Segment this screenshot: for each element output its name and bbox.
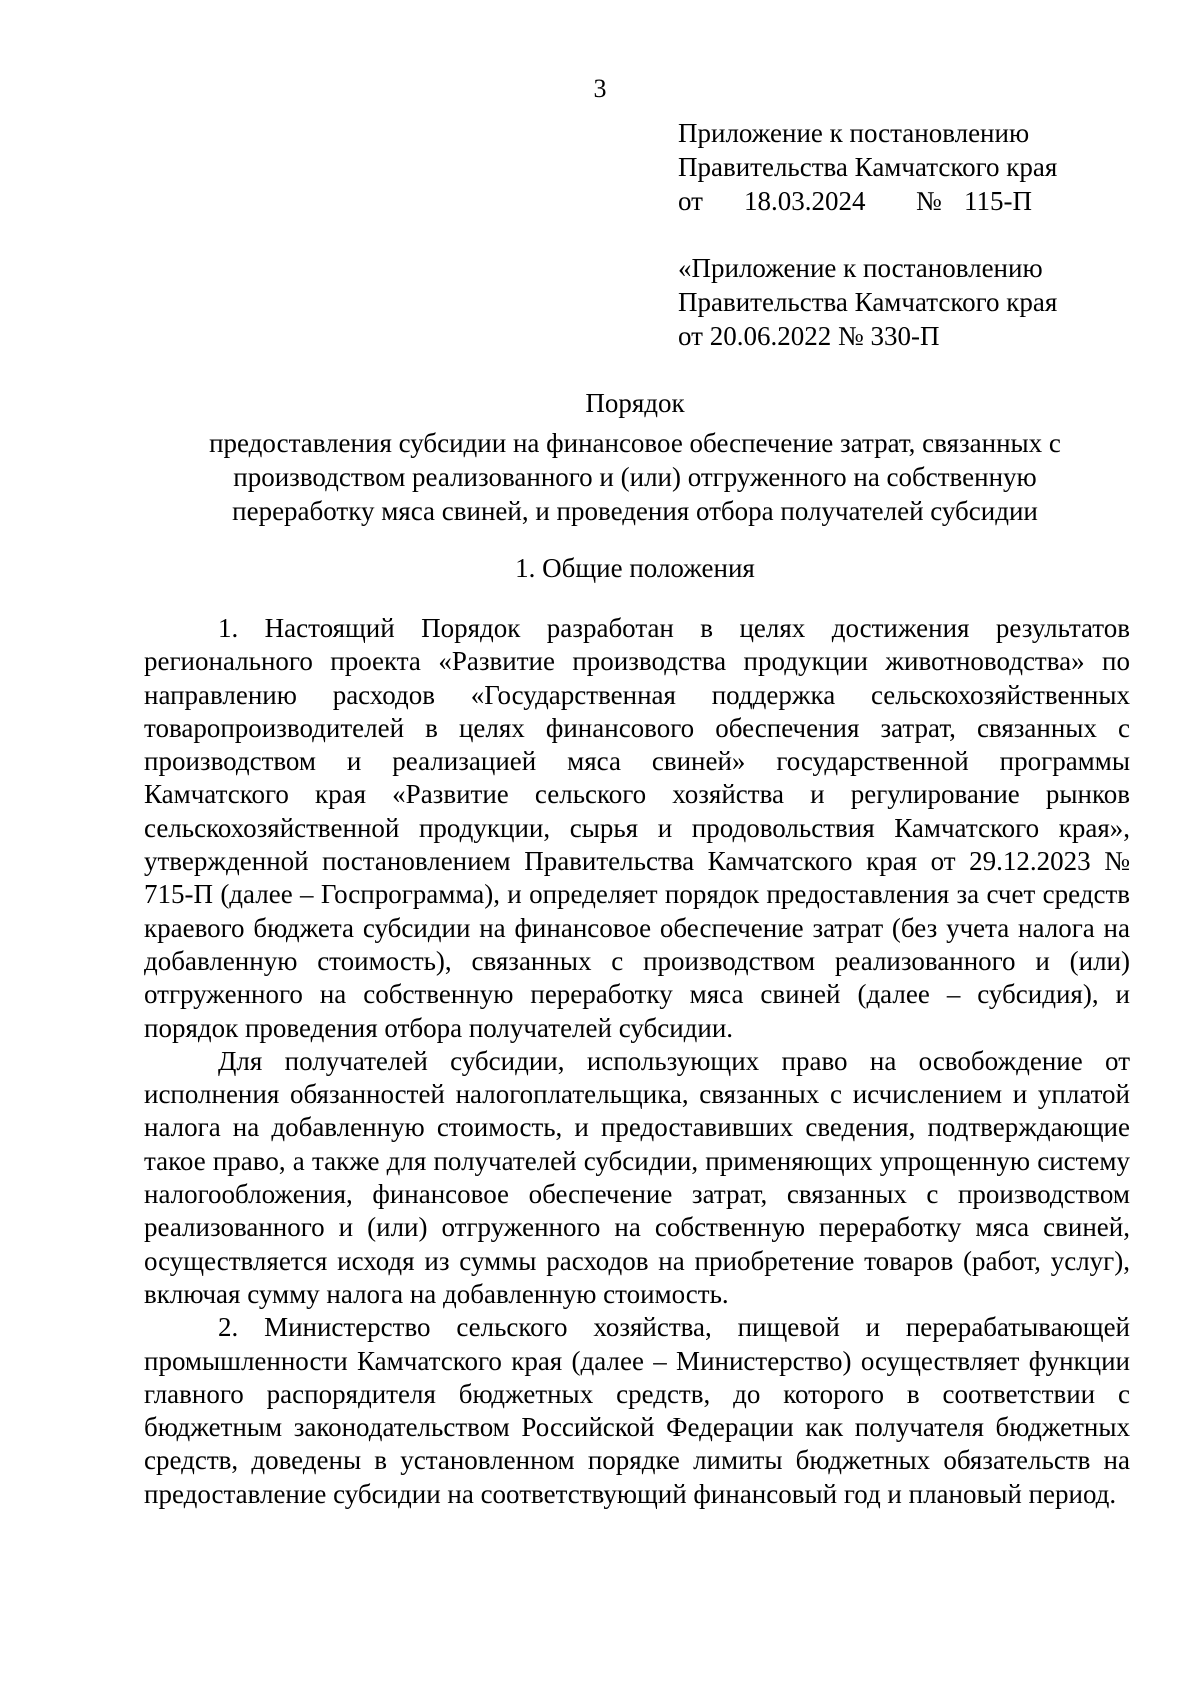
appendix-current-number: 115-П — [964, 186, 1032, 216]
appendix-original-line2: Правительства Камчатского края — [678, 287, 1058, 317]
paragraph-2: Для получателей субсидии, использующих право на освобождение от исполнения обязанностей налогоплательщика, связанных с исчислением и уплатой налога на добавленную стоимость, и предоставивших сведения, подтверждающие такое право, а также для получателей субсидии, применяющих упрощенную систему налогообложения, финансовое обеспечение затрат, связанных с производством реализованного и (или) отгруженного на собственную переработку мяса свиней, осуществляется исходя из суммы расходов на приобретение товаров (работ, услуг), включая сумму налога на добавленную стоимость. — [144, 1045, 1130, 1309]
appendix-original-line3: от 20.06.2022 № 330-П — [678, 321, 940, 351]
paragraph-1: 1. Настоящий Порядок разработан в целях достижения результатов регионального проекта «Развитие производства продукции животноводства» по направлению расходов «Государственная поддержка сельскохозяйственных товаропроизводителей в целях финансового обеспечения затрат, связанных с производством и реализацией мяса свиней» государственной программы Камчатского края «Развитие сельского хозяйства и регулирование рынков сельскохозяйственной продукции, сырья и продовольствия Камчатского края», утвержденной постановлением Правительства Камчатского края от 29.12.2023 № 715-П (далее – Госпрограмма), и определяет порядок предоставления за счет средств краевого бюджета субсидии на финансовое обеспечение затрат (без учета налога на добавленную стоимость), связанных с производством реализованного и (или) отгруженного на собственную переработку мяса свиней (далее – субсидия), и порядок проведения отбора получателей субсидии. — [144, 613, 1130, 1043]
appendix-current-line2: Правительства Камчатского края — [678, 152, 1058, 182]
appendix-current-number-sign: № — [916, 186, 942, 216]
document-title-line3: переработку мяса свиней, и проведения отбора получателей субсидии — [232, 496, 1038, 526]
document-body — [144, 612, 1130, 1511]
document-title-line2: производством реализованного и (или) отгруженного на собственную — [233, 462, 1037, 492]
appendix-header-original — [678, 251, 1057, 353]
appendix-header-current — [678, 116, 1057, 218]
appendix-current-line1: Приложение к постановлению — [678, 118, 1030, 148]
appendix-current-date: 18.03.2024 — [744, 186, 866, 216]
appendix-original-line1: «Приложение к постановлению — [678, 253, 1043, 283]
document-title-line1: предоставления субсидии на финансовое обеспечение затрат, связанных с — [209, 428, 1061, 458]
document-title — [140, 386, 1130, 528]
appendix-current-date-line — [678, 184, 1057, 218]
document-title-name: Порядок — [585, 388, 685, 418]
appendix-current-date-prefix: от — [678, 186, 703, 216]
section-heading: 1. Общие положения — [515, 553, 755, 583]
paragraph-3: 2. Министерство сельского хозяйства, пищевой и перерабатывающей промышленности Камчатского края (далее – Министерство) осуществляет функции главного распорядителя бюджетных средств, до которого в соответствии с бюджетным законодательством Российской Федерации как получателя бюджетных средств, доведены в установленном порядке лимиты бюджетных обязательств на предоставление субсидии на соответствующий финансовый год и плановый период. — [144, 1312, 1130, 1509]
page-number: 3 — [593, 74, 607, 103]
